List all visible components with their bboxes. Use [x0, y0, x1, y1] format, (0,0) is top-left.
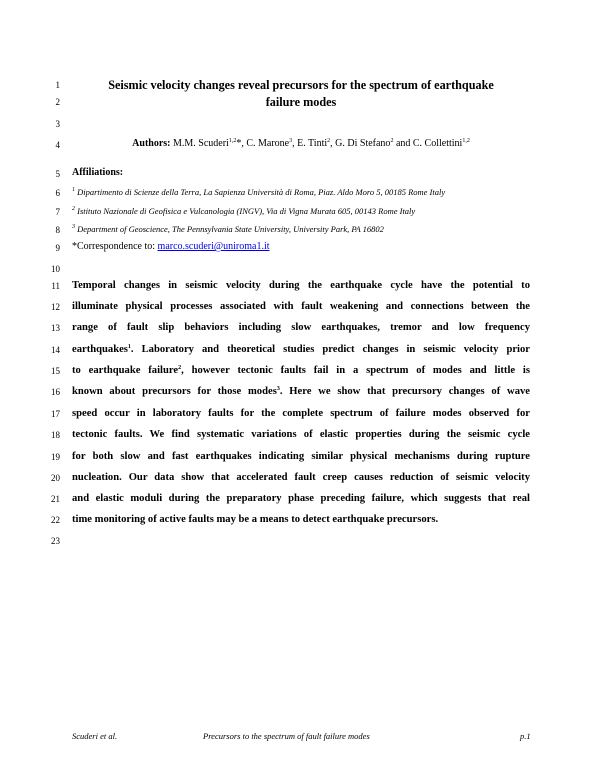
line-number: 12 — [51, 302, 60, 312]
abstract-text: known about precursors for those modes — [72, 386, 277, 397]
line-number: 20 — [51, 473, 60, 483]
abstract-text: earthquakes — [72, 344, 128, 355]
line-number: 14 — [51, 345, 60, 355]
abstract-line: illuminate physical processes associated with fault weakening and connections between the — [72, 301, 530, 312]
author-name: M.M. Scuderi — [170, 138, 229, 149]
line-number: 22 — [51, 515, 60, 525]
line-number: 9 — [55, 243, 60, 253]
paper-title-line-1: Seismic velocity changes reveal precursors for the spectrum of earthquake — [108, 78, 494, 92]
line-number: 2 — [55, 97, 60, 107]
abstract-line: tectonic faults. We find systematic variations of elastic properties during the seismic cycle — [72, 429, 530, 440]
line-number: 18 — [51, 430, 60, 440]
line-number: 11 — [51, 281, 60, 291]
line-number: 1 — [55, 80, 60, 90]
author-name: , E. Tinti — [292, 138, 328, 149]
line-number: 5 — [55, 169, 60, 179]
abstract-text: . Laboratory and theoretical studies predict changes in seismic velocity prior — [130, 344, 530, 355]
author-affiliation-mark: 2 — [327, 138, 331, 144]
abstract-line: Temporal changes in seismic velocity during the earthquake cycle have the potential to — [72, 280, 530, 291]
line-number: 16 — [51, 387, 60, 397]
line-number: 8 — [55, 225, 60, 235]
correspondence-label: *Correspondence to: — [72, 241, 158, 252]
abstract-line — [72, 344, 530, 356]
correspondence-email-link[interactable]: marco.scuderi@uniroma1.it — [157, 241, 270, 252]
abstract-line — [72, 365, 530, 377]
correspondence-line — [72, 241, 530, 253]
author-list — [72, 138, 530, 150]
abstract-line: speed occur in laboratory faults for the complete spectrum of failure modes observed for — [72, 408, 530, 419]
line-number: 17 — [51, 409, 60, 419]
line-number: 13 — [51, 323, 60, 333]
footer-running-title: Precursors to the spectrum of fault failure modes — [203, 731, 370, 741]
affiliation-item — [72, 186, 530, 198]
author-affiliation-mark: 3 — [289, 138, 293, 144]
abstract-line: for both slow and fast earthquakes indicating similar physical mechanisms during rupture — [72, 451, 530, 462]
footer-author: Scuderi et al. — [72, 731, 118, 741]
line-number: 4 — [55, 140, 60, 150]
affiliation-mark: 1 — [72, 187, 75, 193]
reference-mark: 3 — [276, 386, 280, 392]
author-name: , G. Di Stefano — [330, 138, 391, 149]
line-number: 7 — [55, 207, 60, 217]
affiliation-text: Istituto Nazionale di Geofisica e Vulcanologia (INGV), Via di Vigna Murata 605, 00143 Rome Italy — [75, 206, 416, 216]
reference-mark: 2 — [178, 365, 182, 371]
line-number: 3 — [55, 119, 60, 129]
line-number: 10 — [51, 264, 60, 274]
line-number: 15 — [51, 366, 60, 376]
affiliation-mark: 2 — [72, 206, 75, 212]
author-name: and C. Collettini — [393, 138, 463, 149]
abstract-line: and elastic moduli during the preparatory phase preceding failure, which suggests that real — [72, 493, 530, 504]
author-affiliation-mark: 2 — [390, 138, 394, 144]
abstract-text: . Here we show that precursory changes of wave — [279, 386, 530, 397]
affiliation-item — [72, 223, 530, 235]
author-affiliation-mark: 1,2 — [228, 138, 237, 144]
paper-title-line-2: failure modes — [265, 95, 337, 109]
line-number: 23 — [51, 536, 60, 546]
reference-mark: 1 — [127, 344, 131, 350]
abstract-line: time monitoring of active faults may be a means to detect earthquake precursors. — [72, 514, 439, 525]
affiliation-text: Department of Geoscience, The Pennsylvania State University, University Park, PA 16802 — [75, 224, 384, 234]
author-affiliation-mark: 1,2 — [462, 138, 470, 144]
abstract-line: nucleation. Our data show that accelerated fault creep causes reduction of seismic velocity — [72, 472, 530, 483]
abstract-line — [72, 386, 530, 398]
affiliation-mark: 3 — [72, 224, 75, 230]
footer-page-number: p.1 — [520, 731, 531, 741]
line-number: 21 — [51, 494, 60, 504]
line-number: 6 — [55, 188, 60, 198]
line-number: 19 — [51, 452, 60, 462]
affiliation-text: Dipartimento di Scienze della Terra, La Sapienza Università di Roma, Piaz. Aldo Moro 5, 00185 Rome Italy — [75, 187, 446, 197]
author-name: *, C. Marone — [236, 138, 290, 149]
authors-label: Authors: — [132, 138, 171, 149]
abstract-text: , however tectonic faults fail in a spectrum of modes and little is — [181, 365, 530, 376]
affiliation-item — [72, 205, 530, 217]
abstract-text: to earthquake failure — [72, 365, 179, 376]
abstract-line: range of fault slip behaviors including slow earthquakes, tremor and low frequency — [72, 322, 530, 333]
affiliations-heading: Affiliations: — [72, 167, 124, 178]
